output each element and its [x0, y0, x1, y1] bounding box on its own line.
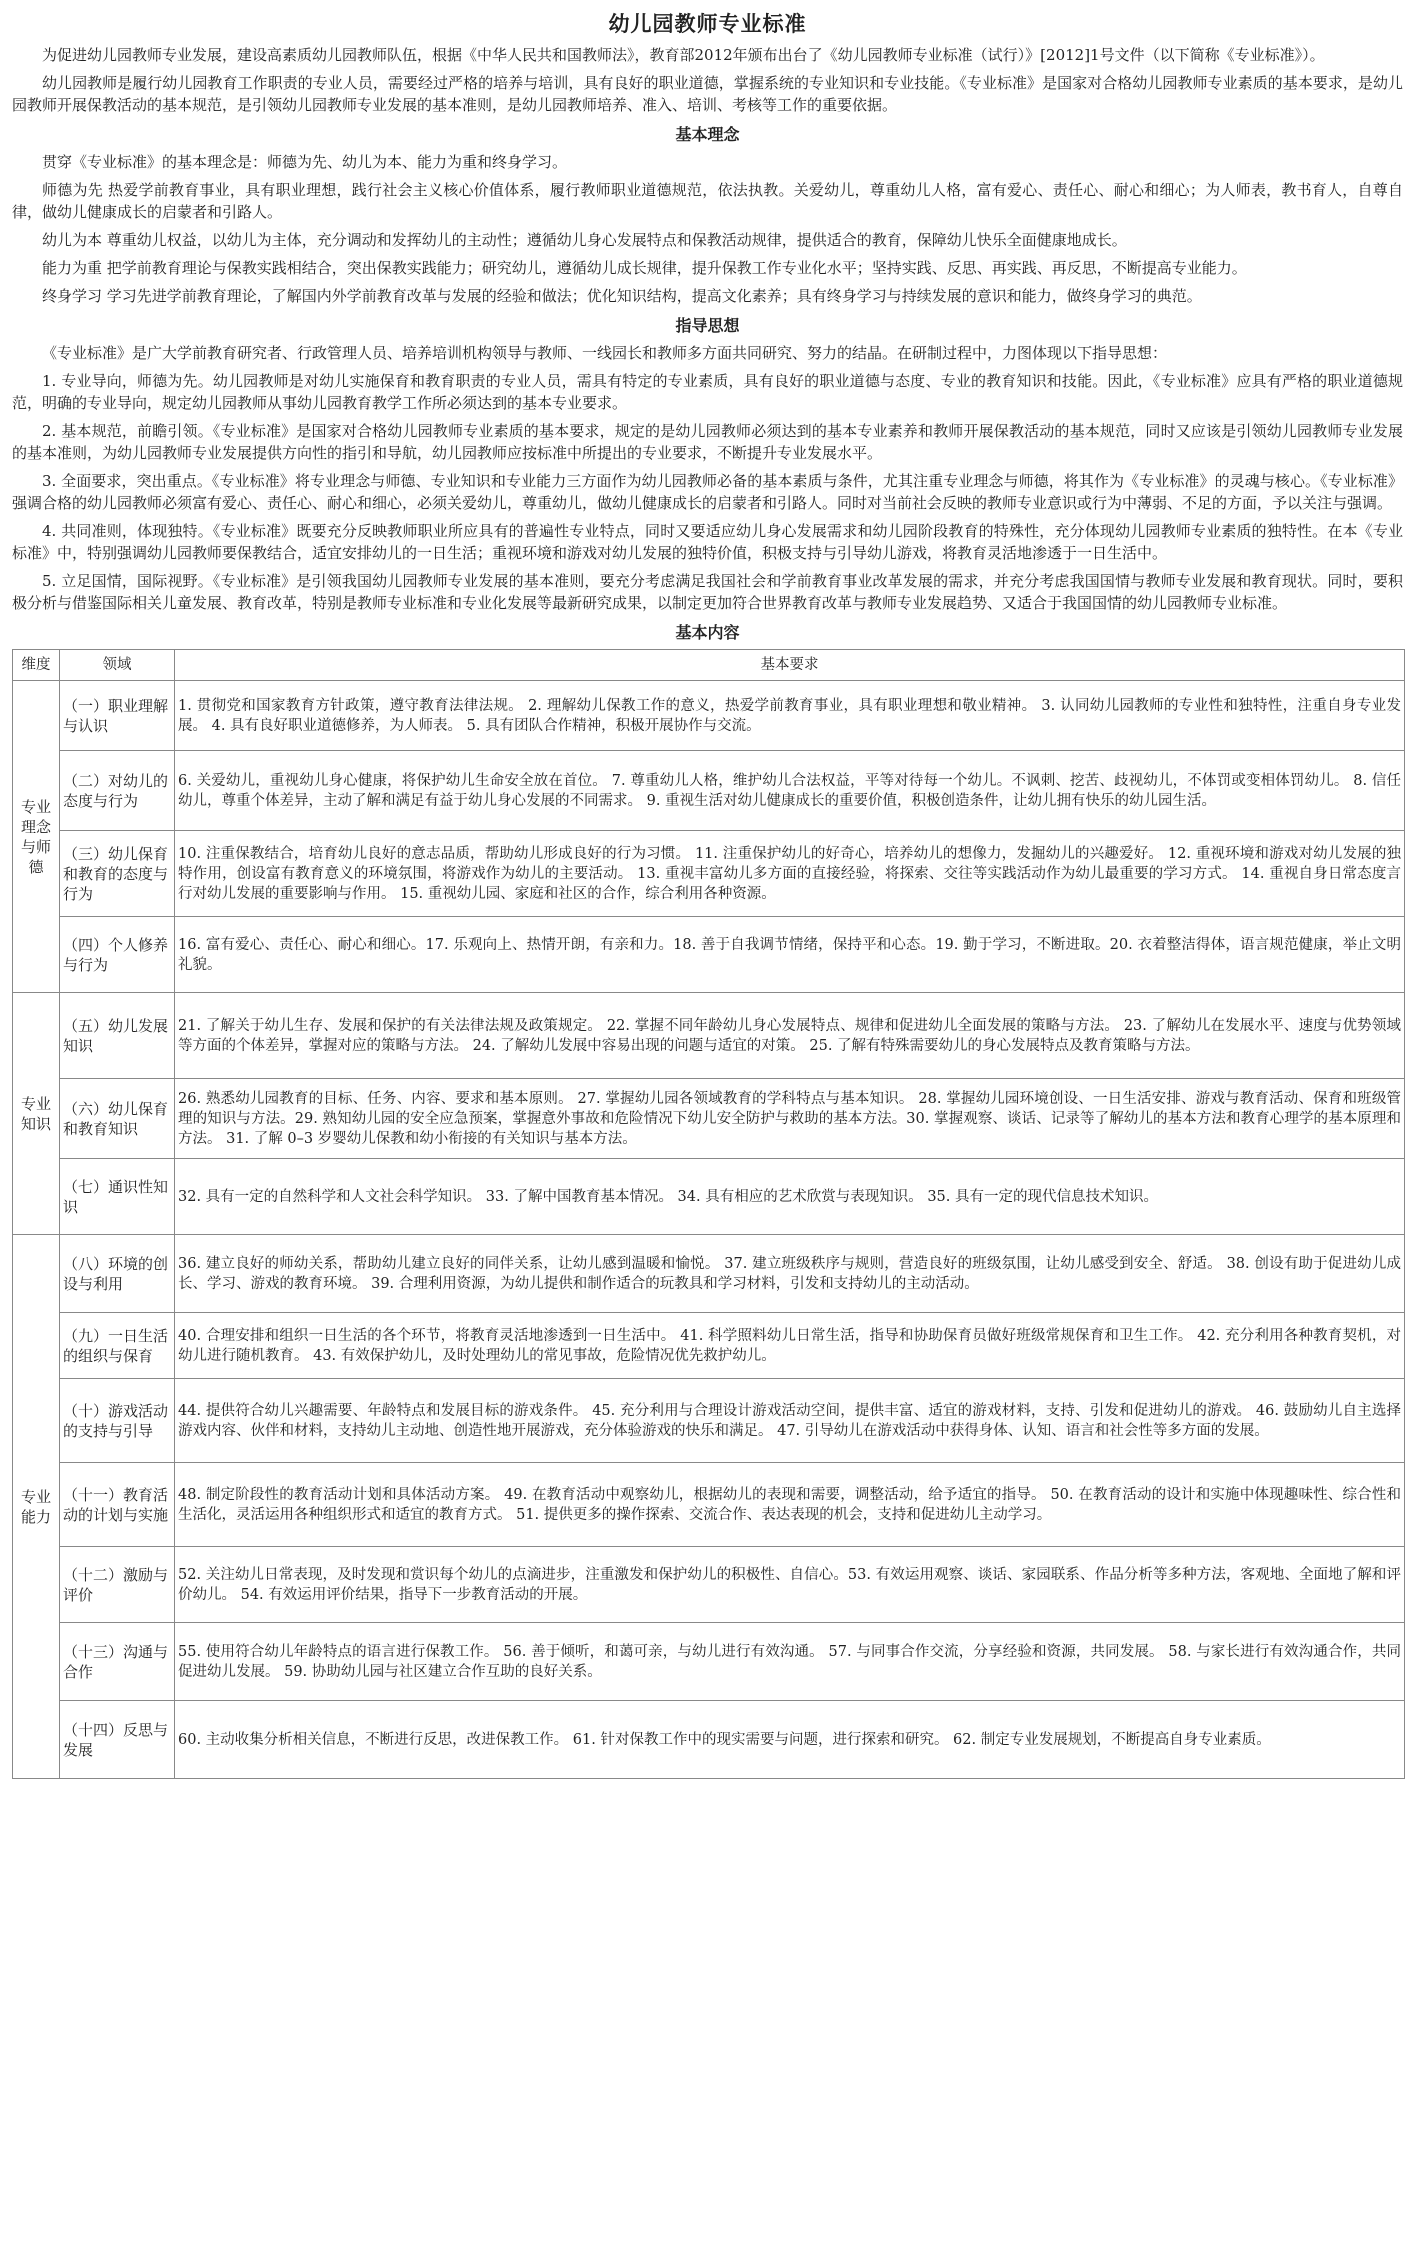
field-cell: （一）职业理解与认识 — [60, 681, 175, 751]
field-cell: （三）幼儿保育和教育的态度与行为 — [60, 831, 175, 917]
philosophy-paragraph: 贯穿《专业标准》的基本理念是：师德为先、幼儿为本、能力为重和终身学习。 — [42, 153, 568, 171]
section-heading-basic-philosophy: 基本理念 — [675, 125, 740, 144]
requirement-cell: 36. 建立良好的师幼关系，帮助幼儿建立良好的同伴关系，让幼儿感到温暖和愉悦。 37. 建立班级秩序与规则，营造良好的班级氛围，让幼儿感受到安全、舒适。 38. 创设有助于促进幼儿成长、学习、游戏的教育环境。 39. 合理利用资源，为幼儿提供和制作适合的玩教具和学习材料，引发和支持幼儿的主动活动。 — [175, 1235, 1405, 1313]
header-requirements: 基本要求 — [175, 650, 1405, 681]
table-row — [13, 1159, 1405, 1235]
intro-paragraph-2: 幼儿园教师是履行幼儿园教育工作职责的专业人员，需要经过严格的培养与培训，具有良好的职业道德，掌握系统的专业知识和专业技能。《专业标准》是国家对合格幼儿园教师专业素质的基本要求，是幼儿园教师开展保教活动的基本规范，是引领幼儿园教师专业发展的基本准则，是幼儿园教师培养、准入、培训、考核等工作的重要依据。 — [12, 74, 1403, 114]
table-header-row — [13, 650, 1405, 681]
field-cell: （五）幼儿发展知识 — [60, 993, 175, 1079]
field-cell: （二）对幼儿的态度与行为 — [60, 751, 175, 831]
field-cell: （七）通识性知识 — [60, 1159, 175, 1235]
field-cell: （十二）激励与评价 — [60, 1547, 175, 1623]
table-row — [13, 831, 1405, 917]
field-cell: （十四）反思与发展 — [60, 1701, 175, 1779]
table-row — [13, 1313, 1405, 1379]
guiding-paragraph: 2. 基本规范，前瞻引领。《专业标准》是国家对合格幼儿园教师专业素质的基本要求，规定的是幼儿园教师必须达到的基本专业素养和教师开展保教活动的基本规范，同时又应该是引领幼儿园教师专业发展的基本准则，为幼儿园教师专业发展提供方向性的指引和导航，幼儿园教师应按标准中所提出的专业要求，不断提升专业发展水平。 — [12, 422, 1403, 462]
table-row — [13, 1547, 1405, 1623]
dimension-cell: 专业能力 — [13, 1235, 60, 1779]
field-cell: （十）游戏活动的支持与引导 — [60, 1379, 175, 1463]
guiding-paragraph: 4. 共同准则，体现独特。《专业标准》既要充分反映教师职业所应具有的普遍性专业特点，同时又要适应幼儿身心发展需求和幼儿园阶段教育的特殊性，充分体现幼儿园教师专业素质的独特性。在本《专业标准》中，特别强调幼儿园教师要保教结合，适宜安排幼儿的一日生活；重视环境和游戏对幼儿发展的独特价值，积极支持与引导幼儿游戏，将教育灵活地渗透于一日生活中。 — [12, 522, 1403, 562]
requirement-cell: 10. 注重保教结合，培育幼儿良好的意志品质，帮助幼儿形成良好的行为习惯。 11. 注重保护幼儿的好奇心，培养幼儿的想像力，发掘幼儿的兴趣爱好。 12. 重视环境和游戏对幼儿发展的独特作用，创设富有教育意义的环境氛围，将游戏作为幼儿的主要活动。 13. 重视丰富幼儿多方面的直接经验，将探索、交往等实践活动作为幼儿最重要的学习方式。 14. 重视自身日常态度言行对幼儿发展的重要影响与作用。 15. 重视幼儿园、家庭和社区的合作，综合利用各种资源。 — [175, 831, 1405, 917]
field-cell: （十一）教育活动的计划与实施 — [60, 1463, 175, 1547]
requirement-cell: 6. 关爱幼儿，重视幼儿身心健康，将保护幼儿生命安全放在首位。 7. 尊重幼儿人格，维护幼儿合法权益，平等对待每一个幼儿。不讽刺、挖苦、歧视幼儿，不体罚或变相体罚幼儿。 8. 信任幼儿，尊重个体差异，主动了解和满足有益于幼儿身心发展的不同需求。 9. 重视生活对幼儿健康成长的重要价值，积极创造条件，让幼儿拥有快乐的幼儿园生活。 — [175, 751, 1405, 831]
field-cell: （十三）沟通与合作 — [60, 1623, 175, 1701]
dimension-cell: 专业理念与师德 — [13, 681, 60, 993]
requirement-cell: 32. 具有一定的自然科学和人文社会科学知识。 33. 了解中国教育基本情况。 34. 具有相应的艺术欣赏与表现知识。 35. 具有一定的现代信息技术知识。 — [175, 1159, 1405, 1235]
field-cell: （四）个人修养与行为 — [60, 917, 175, 993]
table-row — [13, 1623, 1405, 1701]
philosophy-paragraph: 终身学习 学习先进学前教育理论，了解国内外学前教育改革与发展的经验和做法；优化知识结构，提高文化素养；具有终身学习与持续发展的意识和能力，做终身学习的典范。 — [42, 287, 1202, 305]
table-row — [13, 1379, 1405, 1463]
field-cell: （九）一日生活的组织与保育 — [60, 1313, 175, 1379]
header-field: 领域 — [60, 650, 175, 681]
table-row — [13, 1463, 1405, 1547]
field-cell: （八）环境的创设与利用 — [60, 1235, 175, 1313]
section-heading-guiding-ideas: 指导思想 — [675, 316, 740, 335]
philosophy-paragraph: 师德为先 热爱学前教育事业，具有职业理想，践行社会主义核心价值体系，履行教师职业道德规范，依法执教。关爱幼儿，尊重幼儿人格，富有爱心、责任心、耐心和细心；为人师表，教书育人，自尊自律，做幼儿健康成长的启蒙者和引路人。 — [12, 181, 1403, 221]
requirement-cell: 16. 富有爱心、责任心、耐心和细心。17. 乐观向上、热情开朗，有亲和力。18. 善于自我调节情绪，保持平和心态。19. 勤于学习，不断进取。20. 衣着整洁得体，语言规范健康，举止文明礼貌。 — [175, 917, 1405, 993]
requirement-cell: 44. 提供符合幼儿兴趣需要、年龄特点和发展目标的游戏条件。 45. 充分利用与合理设计游戏活动空间，提供丰富、适宜的游戏材料，支持、引发和促进幼儿的游戏。 46. 鼓励幼儿自主选择游戏内容、伙伴和材料，支持幼儿主动地、创造性地开展游戏，充分体验游戏的快乐和满足。 47. 引导幼儿在游戏活动中获得身体、认知、语言和社会性等多方面的发展。 — [175, 1379, 1405, 1463]
requirement-cell: 52. 关注幼儿日常表现，及时发现和赏识每个幼儿的点滴进步，注重激发和保护幼儿的积极性、自信心。53. 有效运用观察、谈话、家园联系、作品分析等多种方法，客观地、全面地了解和评价幼儿。 54. 有效运用评价结果，指导下一步教育活动的开展。 — [175, 1547, 1405, 1623]
dimension-cell: 专业知识 — [13, 993, 60, 1235]
table-row — [13, 917, 1405, 993]
standards-table — [12, 649, 1405, 1779]
requirement-cell: 48. 制定阶段性的教育活动计划和具体活动方案。 49. 在教育活动中观察幼儿，根据幼儿的表现和需要，调整活动，给予适宜的指导。 50. 在教育活动的设计和实施中体现趣味性、综合性和生活化，灵活运用各种组织形式和适宜的教育方式。 51. 提供更多的操作探索、交流合作、表达表现的机会，支持和促进幼儿主动学习。 — [175, 1463, 1405, 1547]
section-heading-basic-content: 基本内容 — [675, 623, 740, 642]
requirement-cell: 40. 合理安排和组织一日生活的各个环节，将教育灵活地渗透到一日生活中。 41. 科学照料幼儿日常生活，指导和协助保育员做好班级常规保育和卫生工作。 42. 充分利用各种教育契机，对幼儿进行随机教育。 43. 有效保护幼儿，及时处理幼儿的常见事故，危险情况优先救护幼儿。 — [175, 1313, 1405, 1379]
guiding-paragraph: 《专业标准》是广大学前教育研究者、行政管理人员、培养培训机构领导与教师、一线园长和教师多方面共同研究、努力的结晶。在研制过程中，力图体现以下指导思想： — [42, 344, 1168, 362]
requirement-cell: 21. 了解关于幼儿生存、发展和保护的有关法律法规及政策规定。 22. 掌握不同年龄幼儿身心发展特点、规律和促进幼儿全面发展的策略与方法。 23. 了解幼儿在发展水平、速度与优势领域等方面的个体差异，掌握对应的策略与方法。 24. 了解幼儿发展中容易出现的问题与适宜的对策。 25. 了解有特殊需要幼儿的身心发展特点及教育策略与方法。 — [175, 993, 1405, 1079]
table-row — [13, 681, 1405, 751]
table-row — [13, 751, 1405, 831]
intro-paragraph-1: 为促进幼儿园教师专业发展，建设高素质幼儿园教师队伍，根据《中华人民共和国教师法》，教育部2012年颁布出台了《幼儿园教师专业标准（试行）》[2012]1号文件（以下简称《专业标准》）。 — [42, 46, 1325, 64]
page-title: 幼儿园教师专业标准 — [608, 12, 807, 36]
table-row — [13, 993, 1405, 1079]
philosophy-paragraph: 幼儿为本 尊重幼儿权益，以幼儿为主体，充分调动和发挥幼儿的主动性；遵循幼儿身心发展特点和保教活动规律，提供适合的教育，保障幼儿快乐全面健康地成长。 — [42, 231, 1127, 249]
table-row — [13, 1079, 1405, 1159]
requirement-cell: 55. 使用符合幼儿年龄特点的语言进行保教工作。 56. 善于倾听，和蔼可亲，与幼儿进行有效沟通。 57. 与同事合作交流，分享经验和资源，共同发展。 58. 与家长进行有效沟通合作，共同促进幼儿发展。 59. 协助幼儿园与社区建立合作互助的良好关系。 — [175, 1623, 1405, 1701]
header-dimension: 维度 — [13, 650, 60, 681]
requirement-cell: 60. 主动收集分析相关信息，不断进行反思，改进保教工作。 61. 针对保教工作中的现实需要与问题，进行探索和研究。 62. 制定专业发展规划，不断提高自身专业素质。 — [175, 1701, 1405, 1779]
table-row — [13, 1235, 1405, 1313]
philosophy-paragraph: 能力为重 把学前教育理论与保教实践相结合，突出保教实践能力；研究幼儿，遵循幼儿成长规律，提升保教工作专业化水平；坚持实践、反思、再实践、再反思，不断提高专业能力。 — [42, 259, 1247, 277]
requirement-cell: 1. 贯彻党和国家教育方针政策，遵守教育法律法规。 2. 理解幼儿保教工作的意义，热爱学前教育事业，具有职业理想和敬业精神。 3. 认同幼儿园教师的专业性和独特性，注重自身专业发展。 4. 具有良好职业道德修养，为人师表。 5. 具有团队合作精神，积极开展协作与交流。 — [175, 681, 1405, 751]
guiding-paragraph: 5. 立足国情，国际视野。《专业标准》是引领我国幼儿园教师专业发展的基本准则，要充分考虑满足我国社会和学前教育事业改革发展的需求，并充分考虑我国国情与教师专业发展和教育现状。同时，要积极分析与借鉴国际相关儿童发展、教育改革，特别是教师专业标准和专业化发展等最新研究成果，以制定更加符合世界教育改革与教师专业发展趋势、又适合于我国国情的幼儿园教师专业标准。 — [12, 572, 1403, 612]
table-row — [13, 1701, 1405, 1779]
field-cell: （六）幼儿保育和教育知识 — [60, 1079, 175, 1159]
guiding-paragraph: 3. 全面要求，突出重点。《专业标准》将专业理念与师德、专业知识和专业能力三方面作为幼儿园教师必备的基本素质与条件，尤其注重专业理念与师德，将其作为《专业标准》的灵魂与核心。《专业标准》强调合格的幼儿园教师必须富有爱心、责任心、耐心和细心，必须关爱幼儿，尊重幼儿，做幼儿健康成长的启蒙者和引路人。同时对当前社会反映的教师专业意识或行为中薄弱、不足的方面，予以关注与强调。 — [12, 472, 1403, 512]
guiding-paragraph: 1. 专业导向，师德为先。幼儿园教师是对幼儿实施保育和教育职责的专业人员，需具有特定的专业素质，具有良好的职业道德与态度、专业的教育知识和技能。因此，《专业标准》应具有严格的职业道德规范，明确的专业导向，规定幼儿园教师从事幼儿园教育教学工作所必须达到的基本专业要求。 — [12, 372, 1403, 412]
requirement-cell: 26. 熟悉幼儿园教育的目标、任务、内容、要求和基本原则。 27. 掌握幼儿园各领域教育的学科特点与基本知识。 28. 掌握幼儿园环境创设、一日生活安排、游戏与教育活动、保育和班级管理的知识与方法。29. 熟知幼儿园的安全应急预案，掌握意外事故和危险情况下幼儿安全防护与救助的基本方法。30. 掌握观察、谈话、记录等了解幼儿的基本方法和教育心理学的基本原理和方法。 31. 了解 0–3 岁婴幼儿保教和幼小衔接的有关知识与基本方法。 — [175, 1079, 1405, 1159]
